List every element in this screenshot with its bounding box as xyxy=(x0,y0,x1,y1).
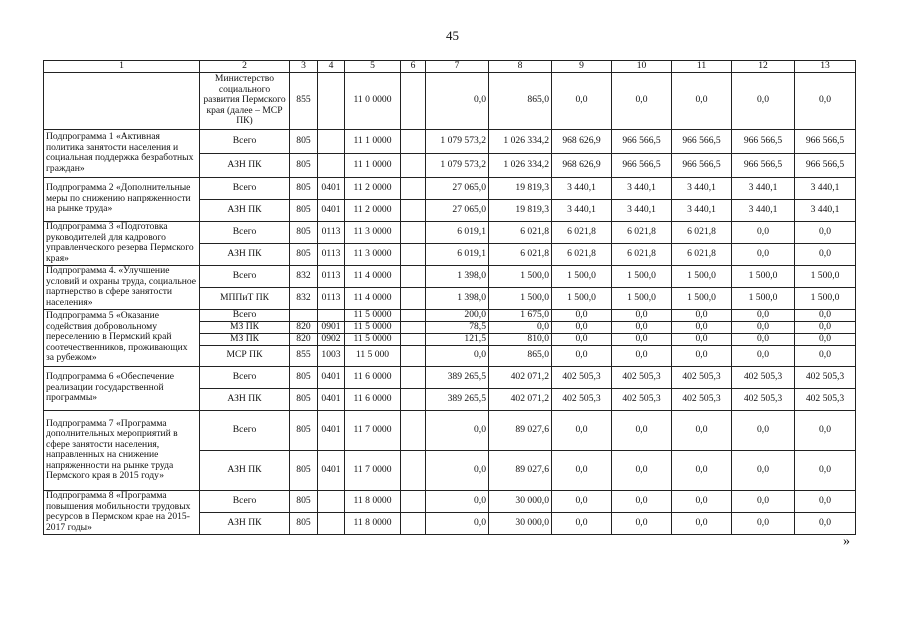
amount-cell: 402 505,3 xyxy=(795,388,856,410)
admin-code-cell: 820 xyxy=(290,333,318,345)
amount-cell: 402 071,2 xyxy=(489,388,552,410)
column-header: 9 xyxy=(552,61,612,73)
amount-cell: 0,0 xyxy=(672,490,732,512)
expense-type-cell xyxy=(401,72,426,129)
amount-cell: 0,0 xyxy=(552,321,612,333)
expense-type-cell xyxy=(401,450,426,490)
amount-cell: 966 566,5 xyxy=(795,153,856,177)
amount-cell: 6 021,8 xyxy=(489,221,552,243)
amount-cell: 1 026 334,2 xyxy=(489,129,552,153)
amount-cell: 1 500,0 xyxy=(732,287,795,309)
amount-cell: 78,5 xyxy=(426,321,489,333)
amount-cell: 1 500,0 xyxy=(732,265,795,287)
amount-cell: 1 500,0 xyxy=(795,265,856,287)
target-code-cell: 11 7 0000 xyxy=(345,410,401,450)
target-code-cell: 11 5 000 xyxy=(345,345,401,366)
amount-cell: 402 505,3 xyxy=(795,366,856,388)
target-code-cell: 11 2 0000 xyxy=(345,177,401,199)
admin-code-cell: 805 xyxy=(290,221,318,243)
amount-cell: 6 021,8 xyxy=(489,243,552,265)
amount-cell: 0,0 xyxy=(426,450,489,490)
executor-cell: МЗ ПК xyxy=(200,333,290,345)
amount-cell: 0,0 xyxy=(612,450,672,490)
target-code-cell: 11 2 0000 xyxy=(345,199,401,221)
section-code-cell: 0401 xyxy=(318,177,345,199)
amount-cell: 966 566,5 xyxy=(672,129,732,153)
amount-cell: 89 027,6 xyxy=(489,410,552,450)
amount-cell: 966 566,5 xyxy=(672,153,732,177)
table-row xyxy=(44,265,856,287)
subprogram-name: Подпрограмма 7 «Программа дополнительных мероприятий в сфере занятости населения, направленных на снижение напряженности на рынке труда Пермского края в 2015 году» xyxy=(44,410,200,490)
amount-cell: 0,0 xyxy=(612,333,672,345)
amount-cell: 0,0 xyxy=(732,72,795,129)
table-row xyxy=(44,129,856,153)
column-header: 3 xyxy=(290,61,318,73)
amount-cell: 0,0 xyxy=(612,512,672,534)
section-code-cell: 0113 xyxy=(318,221,345,243)
subprogram-name: Подпрограмма 2 «Дополнительные меры по снижению напряженности на рынке труда» xyxy=(44,177,200,221)
amount-cell: 27 065,0 xyxy=(426,177,489,199)
target-code-cell: 11 1 0000 xyxy=(345,153,401,177)
amount-cell: 389 265,5 xyxy=(426,388,489,410)
amount-cell: 0,0 xyxy=(612,321,672,333)
table-row xyxy=(44,490,856,512)
amount-cell: 1 500,0 xyxy=(489,287,552,309)
expense-type-cell xyxy=(401,199,426,221)
amount-cell: 0,0 xyxy=(426,345,489,366)
admin-code-cell: 805 xyxy=(290,199,318,221)
column-header: 5 xyxy=(345,61,401,73)
section-code-cell: 0401 xyxy=(318,410,345,450)
section-code-cell xyxy=(318,490,345,512)
amount-cell: 89 027,6 xyxy=(489,450,552,490)
executor-cell: Всего xyxy=(200,129,290,153)
target-code-cell: 11 1 0000 xyxy=(345,129,401,153)
target-code-cell: 11 5 0000 xyxy=(345,321,401,333)
amount-cell: 0,0 xyxy=(732,410,795,450)
target-code-cell: 11 4 0000 xyxy=(345,287,401,309)
admin-code-cell: 805 xyxy=(290,410,318,450)
table-row xyxy=(44,221,856,243)
target-code-cell: 11 5 0000 xyxy=(345,309,401,321)
amount-cell: 0,0 xyxy=(552,410,612,450)
section-code-cell: 0401 xyxy=(318,366,345,388)
executor-cell: АЗН ПК xyxy=(200,199,290,221)
amount-cell: 0,0 xyxy=(672,321,732,333)
amount-cell: 1 500,0 xyxy=(672,287,732,309)
executor-cell: Всего xyxy=(200,265,290,287)
amount-cell: 1 500,0 xyxy=(552,265,612,287)
amount-cell: 0,0 xyxy=(672,345,732,366)
amount-cell: 402 505,3 xyxy=(612,388,672,410)
amount-cell: 6 021,8 xyxy=(552,243,612,265)
expense-type-cell xyxy=(401,321,426,333)
admin-code-cell: 805 xyxy=(290,450,318,490)
admin-code-cell: 805 xyxy=(290,388,318,410)
section-code-cell: 0901 xyxy=(318,321,345,333)
expense-type-cell xyxy=(401,512,426,534)
amount-cell: 0,0 xyxy=(612,309,672,321)
section-code-cell xyxy=(318,72,345,129)
column-header: 11 xyxy=(672,61,732,73)
column-header: 4 xyxy=(318,61,345,73)
amount-cell: 3 440,1 xyxy=(732,199,795,221)
section-code-cell: 0113 xyxy=(318,243,345,265)
amount-cell: 3 440,1 xyxy=(552,177,612,199)
amount-cell: 0,0 xyxy=(552,450,612,490)
expense-type-cell xyxy=(401,366,426,388)
amount-cell: 1 500,0 xyxy=(612,265,672,287)
executor-cell: АЗН ПК xyxy=(200,512,290,534)
amount-cell: 402 505,3 xyxy=(672,388,732,410)
column-number-row xyxy=(44,61,856,73)
expense-type-cell xyxy=(401,388,426,410)
amount-cell: 3 440,1 xyxy=(612,177,672,199)
amount-cell: 402 505,3 xyxy=(732,388,795,410)
target-code-cell: 11 4 0000 xyxy=(345,265,401,287)
amount-cell: 0,0 xyxy=(795,309,856,321)
expense-type-cell xyxy=(401,333,426,345)
amount-cell: 1 398,0 xyxy=(426,265,489,287)
admin-code-cell: 805 xyxy=(290,490,318,512)
executor-cell: Всего xyxy=(200,309,290,321)
table-row xyxy=(44,72,856,129)
amount-cell: 3 440,1 xyxy=(552,199,612,221)
amount-cell: 6 021,8 xyxy=(552,221,612,243)
subprogram-name: Подпрограмма 5 «Оказание содействия добровольному переселению в Пермский край соотечественников, проживающих за рубежом» xyxy=(44,309,200,366)
amount-cell: 0,0 xyxy=(426,490,489,512)
amount-cell: 6 021,8 xyxy=(612,243,672,265)
amount-cell: 6 019,1 xyxy=(426,221,489,243)
amount-cell: 0,0 xyxy=(732,221,795,243)
expense-type-cell xyxy=(401,287,426,309)
amount-cell: 3 440,1 xyxy=(612,199,672,221)
section-code-cell: 1003 xyxy=(318,345,345,366)
target-code-cell: 11 8 0000 xyxy=(345,490,401,512)
table-row xyxy=(44,309,856,321)
amount-cell: 0,0 xyxy=(672,410,732,450)
amount-cell: 0,0 xyxy=(672,72,732,129)
admin-code-cell: 832 xyxy=(290,265,318,287)
amount-cell: 0,0 xyxy=(795,333,856,345)
amount-cell: 0,0 xyxy=(552,72,612,129)
amount-cell: 121,5 xyxy=(426,333,489,345)
amount-cell: 402 505,3 xyxy=(672,366,732,388)
expense-type-cell xyxy=(401,345,426,366)
amount-cell: 0,0 xyxy=(795,512,856,534)
admin-code-cell: 805 xyxy=(290,129,318,153)
amount-cell: 0,0 xyxy=(552,490,612,512)
admin-code-cell: 805 xyxy=(290,512,318,534)
target-code-cell: 11 3 0000 xyxy=(345,243,401,265)
expense-type-cell xyxy=(401,177,426,199)
amount-cell: 0,0 xyxy=(672,450,732,490)
amount-cell: 0,0 xyxy=(612,72,672,129)
amount-cell: 0,0 xyxy=(732,450,795,490)
executor-cell: Всего xyxy=(200,177,290,199)
target-code-cell: 11 7 0000 xyxy=(345,450,401,490)
amount-cell: 1 500,0 xyxy=(612,287,672,309)
amount-cell: 0,0 xyxy=(612,490,672,512)
executor-cell: АЗН ПК xyxy=(200,153,290,177)
admin-code-cell xyxy=(290,309,318,321)
section-code-cell: 0113 xyxy=(318,265,345,287)
amount-cell: 0,0 xyxy=(795,221,856,243)
section-code-cell xyxy=(318,129,345,153)
admin-code-cell: 855 xyxy=(290,72,318,129)
executor-cell: АЗН ПК xyxy=(200,388,290,410)
amount-cell: 0,0 xyxy=(732,345,795,366)
amount-cell: 968 626,9 xyxy=(552,129,612,153)
page-number: 45 xyxy=(446,28,459,43)
amount-cell: 1 500,0 xyxy=(552,287,612,309)
column-header: 8 xyxy=(489,61,552,73)
column-header: 10 xyxy=(612,61,672,73)
column-header: 12 xyxy=(732,61,795,73)
target-code-cell: 11 8 0000 xyxy=(345,512,401,534)
section-code-cell xyxy=(318,512,345,534)
amount-cell: 0,0 xyxy=(552,512,612,534)
amount-cell: 402 505,3 xyxy=(612,366,672,388)
amount-cell: 0,0 xyxy=(672,309,732,321)
amount-cell: 200,0 xyxy=(426,309,489,321)
amount-cell: 0,0 xyxy=(732,490,795,512)
amount-cell: 402 505,3 xyxy=(552,366,612,388)
executor-cell: МЗ ПК xyxy=(200,321,290,333)
amount-cell: 27 065,0 xyxy=(426,199,489,221)
amount-cell: 0,0 xyxy=(426,512,489,534)
amount-cell: 0,0 xyxy=(426,72,489,129)
expense-type-cell xyxy=(401,243,426,265)
amount-cell: 0,0 xyxy=(732,309,795,321)
expense-type-cell xyxy=(401,129,426,153)
amount-cell: 0,0 xyxy=(795,321,856,333)
amount-cell: 0,0 xyxy=(795,410,856,450)
section-code-cell: 0401 xyxy=(318,450,345,490)
executor-cell: Всего xyxy=(200,221,290,243)
amount-cell: 0,0 xyxy=(612,410,672,450)
amount-cell: 0,0 xyxy=(552,345,612,366)
section-code-cell: 0401 xyxy=(318,388,345,410)
amount-cell: 0,0 xyxy=(489,321,552,333)
column-header: 7 xyxy=(426,61,489,73)
amount-cell: 966 566,5 xyxy=(732,153,795,177)
expense-type-cell xyxy=(401,490,426,512)
amount-cell: 0,0 xyxy=(732,321,795,333)
amount-cell: 402 071,2 xyxy=(489,366,552,388)
amount-cell: 1 398,0 xyxy=(426,287,489,309)
amount-cell: 1 500,0 xyxy=(795,287,856,309)
executor-cell: МСР ПК xyxy=(200,345,290,366)
expense-type-cell xyxy=(401,221,426,243)
expense-type-cell xyxy=(401,265,426,287)
amount-cell: 19 819,3 xyxy=(489,199,552,221)
amount-cell: 0,0 xyxy=(795,72,856,129)
subprogram-name: Подпрограмма 8 «Программа повышения мобильности трудовых ресурсов в Пермском крае на 2015-2017 годы» xyxy=(44,490,200,534)
subprogram-name: Подпрограмма 4. «Улучшение условий и охраны труда, социальное партнерство в сфере занятости населения» xyxy=(44,265,200,309)
expense-type-cell xyxy=(401,153,426,177)
admin-code-cell: 832 xyxy=(290,287,318,309)
amount-cell: 0,0 xyxy=(672,333,732,345)
admin-code-cell: 805 xyxy=(290,243,318,265)
amount-cell: 810,0 xyxy=(489,333,552,345)
amount-cell: 6 021,8 xyxy=(672,221,732,243)
amount-cell: 1 079 573,2 xyxy=(426,129,489,153)
admin-code-cell: 805 xyxy=(290,366,318,388)
target-code-cell: 11 5 0000 xyxy=(345,333,401,345)
executor-cell: Всего xyxy=(200,490,290,512)
expense-type-cell xyxy=(401,309,426,321)
subprogram-name: Подпрограмма 1 «Активная политика занятости населения и социальная поддержка безработных граждан» xyxy=(44,129,200,177)
amount-cell: 0,0 xyxy=(552,333,612,345)
amount-cell: 19 819,3 xyxy=(489,177,552,199)
executor-cell: МППиТ ПК xyxy=(200,287,290,309)
amount-cell: 3 440,1 xyxy=(795,199,856,221)
amount-cell: 0,0 xyxy=(795,450,856,490)
amount-cell: 865,0 xyxy=(489,345,552,366)
section-code-cell: 0902 xyxy=(318,333,345,345)
amount-cell: 1 500,0 xyxy=(489,265,552,287)
amount-cell: 0,0 xyxy=(795,490,856,512)
amount-cell: 0,0 xyxy=(552,309,612,321)
amount-cell: 0,0 xyxy=(795,345,856,366)
amount-cell: 0,0 xyxy=(672,512,732,534)
amount-cell: 1 026 334,2 xyxy=(489,153,552,177)
subprogram-name: Подпрограмма 3 «Подготовка руководителей для кадрового управленческого резерва Пермского края» xyxy=(44,221,200,265)
column-header: 6 xyxy=(401,61,426,73)
amount-cell: 0,0 xyxy=(612,345,672,366)
amount-cell: 0,0 xyxy=(732,333,795,345)
amount-cell: 0,0 xyxy=(732,512,795,534)
amount-cell: 3 440,1 xyxy=(732,177,795,199)
amount-cell: 6 021,8 xyxy=(612,221,672,243)
executor-cell: Министерство социального развития Пермского края (далее – МСР ПК) xyxy=(200,72,290,129)
column-header: 13 xyxy=(795,61,856,73)
amount-cell: 0,0 xyxy=(732,243,795,265)
section-code-cell xyxy=(318,153,345,177)
amount-cell: 966 566,5 xyxy=(612,153,672,177)
amount-cell: 865,0 xyxy=(489,72,552,129)
amount-cell: 0,0 xyxy=(795,243,856,265)
executor-cell: Всего xyxy=(200,366,290,388)
amount-cell: 6 021,8 xyxy=(672,243,732,265)
expense-type-cell xyxy=(401,410,426,450)
amount-cell: 402 505,3 xyxy=(732,366,795,388)
section-code-cell: 0113 xyxy=(318,287,345,309)
amount-cell: 968 626,9 xyxy=(552,153,612,177)
executor-cell: Всего xyxy=(200,410,290,450)
table-row xyxy=(44,177,856,199)
budget-table xyxy=(43,60,856,535)
amount-cell: 1 675,0 xyxy=(489,309,552,321)
column-header: 2 xyxy=(200,61,290,73)
continuation-mark: » xyxy=(843,534,850,549)
column-header: 1 xyxy=(44,61,200,73)
admin-code-cell: 805 xyxy=(290,153,318,177)
admin-code-cell: 855 xyxy=(290,345,318,366)
amount-cell: 0,0 xyxy=(426,410,489,450)
amount-cell: 1 079 573,2 xyxy=(426,153,489,177)
amount-cell: 30 000,0 xyxy=(489,512,552,534)
amount-cell: 966 566,5 xyxy=(732,129,795,153)
section-code-cell: 0401 xyxy=(318,199,345,221)
table-row xyxy=(44,366,856,388)
amount-cell: 3 440,1 xyxy=(672,199,732,221)
subprogram-name: Подпрограмма 6 «Обеспечение реализации государственной программы» xyxy=(44,366,200,410)
target-code-cell: 11 6 0000 xyxy=(345,388,401,410)
amount-cell: 966 566,5 xyxy=(612,129,672,153)
amount-cell: 30 000,0 xyxy=(489,490,552,512)
amount-cell: 389 265,5 xyxy=(426,366,489,388)
amount-cell: 966 566,5 xyxy=(795,129,856,153)
amount-cell: 6 019,1 xyxy=(426,243,489,265)
target-code-cell: 11 6 0000 xyxy=(345,366,401,388)
table-row xyxy=(44,410,856,450)
amount-cell: 3 440,1 xyxy=(795,177,856,199)
amount-cell: 402 505,3 xyxy=(552,388,612,410)
section-code-cell xyxy=(318,309,345,321)
target-code-cell: 11 3 0000 xyxy=(345,221,401,243)
admin-code-cell: 820 xyxy=(290,321,318,333)
amount-cell: 1 500,0 xyxy=(672,265,732,287)
subprogram-name xyxy=(44,72,200,129)
amount-cell: 3 440,1 xyxy=(672,177,732,199)
admin-code-cell: 805 xyxy=(290,177,318,199)
executor-cell: АЗН ПК xyxy=(200,243,290,265)
executor-cell: АЗН ПК xyxy=(200,450,290,490)
target-code-cell: 11 0 0000 xyxy=(345,72,401,129)
